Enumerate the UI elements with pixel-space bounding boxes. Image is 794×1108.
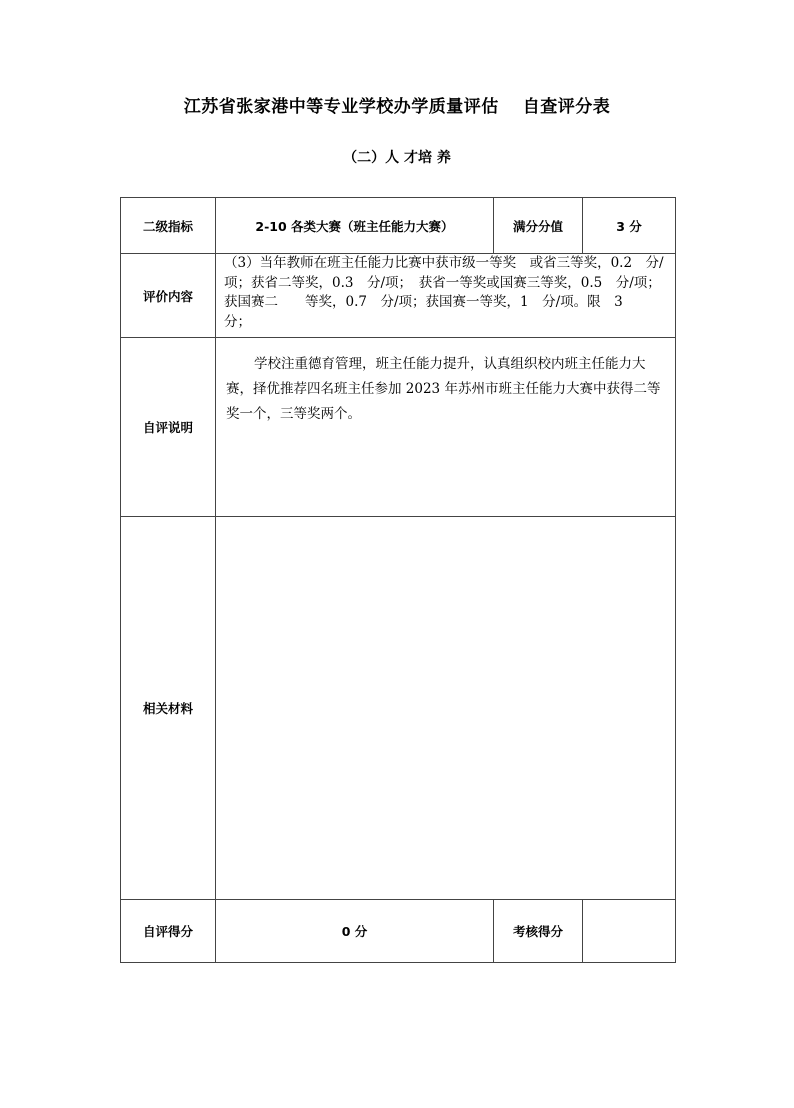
- table-row-self-description: [121, 338, 676, 517]
- evaluation-table: [120, 197, 676, 963]
- self-description-text: 学校注重德育管理，班主任能力提升，认真组织校内班主任能力大赛，择优推荐四名班主任参加 2023 年苏州市班主任能力大赛中获得二等奖一个，三等奖两个。: [216, 338, 676, 517]
- self-score-value: 0 分: [216, 900, 494, 963]
- related-materials-label: 相关材料: [121, 517, 216, 900]
- assessment-score-value: [583, 900, 676, 963]
- section-subtitle: （二）人 才培 养: [343, 150, 451, 166]
- full-score-label: 满分分值: [494, 198, 583, 254]
- level2-indicator-label: 二级指标: [121, 198, 216, 254]
- self-score-label: 自评得分: [121, 900, 216, 963]
- assessment-score-label: 考核得分: [494, 900, 583, 963]
- evaluation-content-label: 评价内容: [121, 254, 216, 338]
- table-row-content: [121, 254, 676, 338]
- related-materials-content: [216, 517, 676, 900]
- full-score-value: 3 分: [583, 198, 676, 254]
- indicator-name: 2-10 各类大赛（班主任能力大赛）: [216, 198, 494, 254]
- evaluation-content-text: （3）当年教师在班主任能力比赛中获市级一等奖 或省三等奖，0.2 分/项；获省二等奖，0.3 分/项； 获省一等奖或国赛三等奖，0.5 分/项；获国赛二 等奖，0.7 分/项；获国赛一等奖，1 分/项。限 3 分；: [216, 254, 676, 338]
- self-description-label: 自评说明: [121, 338, 216, 517]
- table-row-materials: [121, 517, 676, 900]
- page-title: 江苏省张家港中等专业学校办学质量评估 自查评分表: [183, 97, 611, 117]
- table-row-indicator: [121, 198, 676, 254]
- table-row-score: [121, 900, 676, 963]
